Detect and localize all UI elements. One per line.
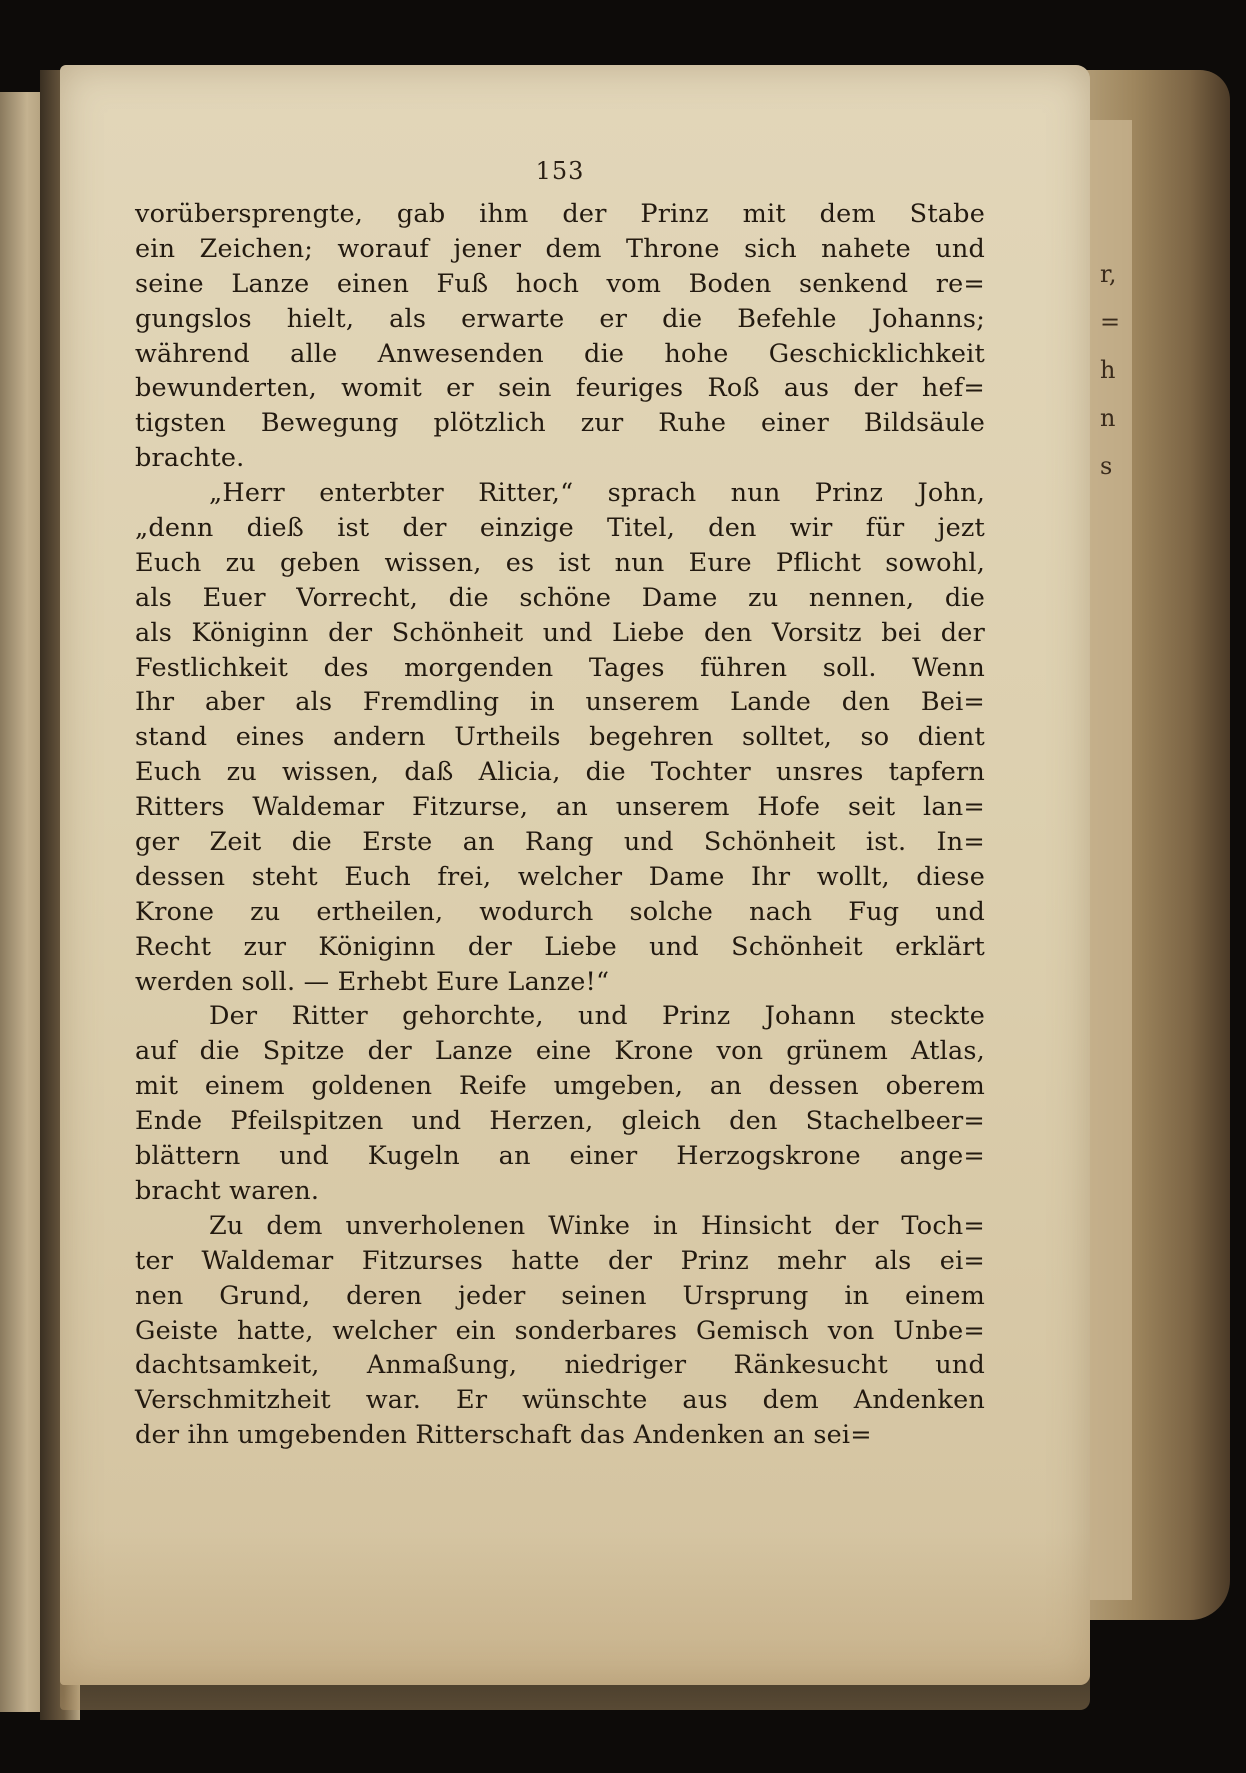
text-line: blättern und Kugeln an einer Herzogskrone ange= xyxy=(135,1141,985,1172)
paragraph xyxy=(135,197,985,476)
text-line: Zu dem unverholenen Winke in Hinsicht der Toch= xyxy=(209,1210,985,1241)
text-line: als Euer Vorrecht, die schöne Dame zu nennen, die xyxy=(135,582,985,613)
text-line: Krone zu ertheilen, wodurch solche nach Fug und xyxy=(135,896,985,927)
text-line: Ende Pfeilspitzen und Herzen, gleich den Stachelbeer= xyxy=(135,1106,985,1137)
text-line: auf die Spitze der Lanze eine Krone von grünem Atlas, xyxy=(135,1036,985,1067)
text-line: Euch zu wissen, daß Alicia, die Tochter unsres tapfern xyxy=(135,757,985,788)
text-line: Festlichkeit des morgenden Tages führen soll. Wenn xyxy=(135,652,985,683)
text-line: bewunderten, womit er sein feuriges Roß aus der hef= xyxy=(135,373,985,404)
text-line: nen Grund, deren jeder seinen Ursprung in einem xyxy=(135,1280,985,1311)
page-foxing xyxy=(60,1530,1090,1710)
text-line: „denn dieß ist der einzige Titel, den wir für jezt xyxy=(135,513,985,544)
text-line: „Herr enterbter Ritter,“ sprach nun Prinz John, xyxy=(209,478,985,509)
page-number: 153 xyxy=(535,157,585,185)
paragraph xyxy=(135,999,985,1208)
margin-fragment: s xyxy=(1100,452,1113,480)
text-line: Recht zur Königinn der Liebe und Schönheit erklärt xyxy=(135,931,985,962)
text-line: gungslos hielt, als erwarte er die Befehle Johanns; xyxy=(135,303,985,334)
text-line: werden soll. — Erhebt Eure Lanze!“ xyxy=(135,966,610,997)
text-line: Verschmitzheit war. Er wünschte aus dem Andenken xyxy=(135,1385,985,1416)
body-text xyxy=(135,197,985,1453)
margin-fragment: = xyxy=(1100,308,1121,336)
text-line: dessen steht Euch frei, welcher Dame Ihr wollt, diese xyxy=(135,861,985,892)
text-line: ter Waldemar Fitzurses hatte der Prinz mehr als ei= xyxy=(135,1245,985,1276)
text-line: brachte. xyxy=(135,443,245,474)
text-line: Der Ritter gehorchte, und Prinz Johann steckte xyxy=(209,1001,985,1032)
paragraph xyxy=(135,1209,985,1453)
paragraph xyxy=(135,476,985,999)
text-line: ger Zeit die Erste an Rang und Schönheit ist. In= xyxy=(135,827,985,858)
margin-fragments xyxy=(1100,250,1130,490)
text-line: stand eines andern Urtheils begehren solltet, so dient xyxy=(135,722,985,753)
text-line: der ihn umgebenden Ritterschaft das Andenken an sei= xyxy=(135,1420,872,1451)
text-line: Geiste hatte, welcher ein sonderbares Gemisch von Unbe= xyxy=(135,1315,985,1346)
margin-fragment: h xyxy=(1100,356,1116,384)
text-line: bracht waren. xyxy=(135,1175,320,1206)
text-line: seine Lanze einen Fuß hoch vom Boden senkend re= xyxy=(135,268,985,299)
text-line: mit einem goldenen Reife umgeben, an dessen oberem xyxy=(135,1071,985,1102)
margin-fragment: n xyxy=(1100,404,1116,432)
text-line: Ritters Waldemar Fitzurse, an unserem Hofe seit lan= xyxy=(135,792,985,823)
text-line: Ihr aber als Fremdling in unserem Lande den Bei= xyxy=(135,687,985,718)
text-line: vorübersprengte, gab ihm der Prinz mit dem Stabe xyxy=(135,199,985,229)
text-line: dachtsamkeit, Anmaßung, niedriger Ränkesucht und xyxy=(135,1350,985,1381)
text-line: Euch zu geben wissen, es ist nun Eure Pflicht sowohl, xyxy=(135,547,985,578)
text-line: tigsten Bewegung plötzlich zur Ruhe einer Bildsäule xyxy=(135,408,985,439)
text-line: während alle Anwesenden die hohe Geschicklichkeit xyxy=(135,338,985,369)
text-line: als Königinn der Schönheit und Liebe den Vorsitz bei der xyxy=(135,617,985,648)
margin-fragment: r, xyxy=(1100,260,1117,288)
text-line: ein Zeichen; worauf jener dem Throne sich nahete und xyxy=(135,233,985,264)
